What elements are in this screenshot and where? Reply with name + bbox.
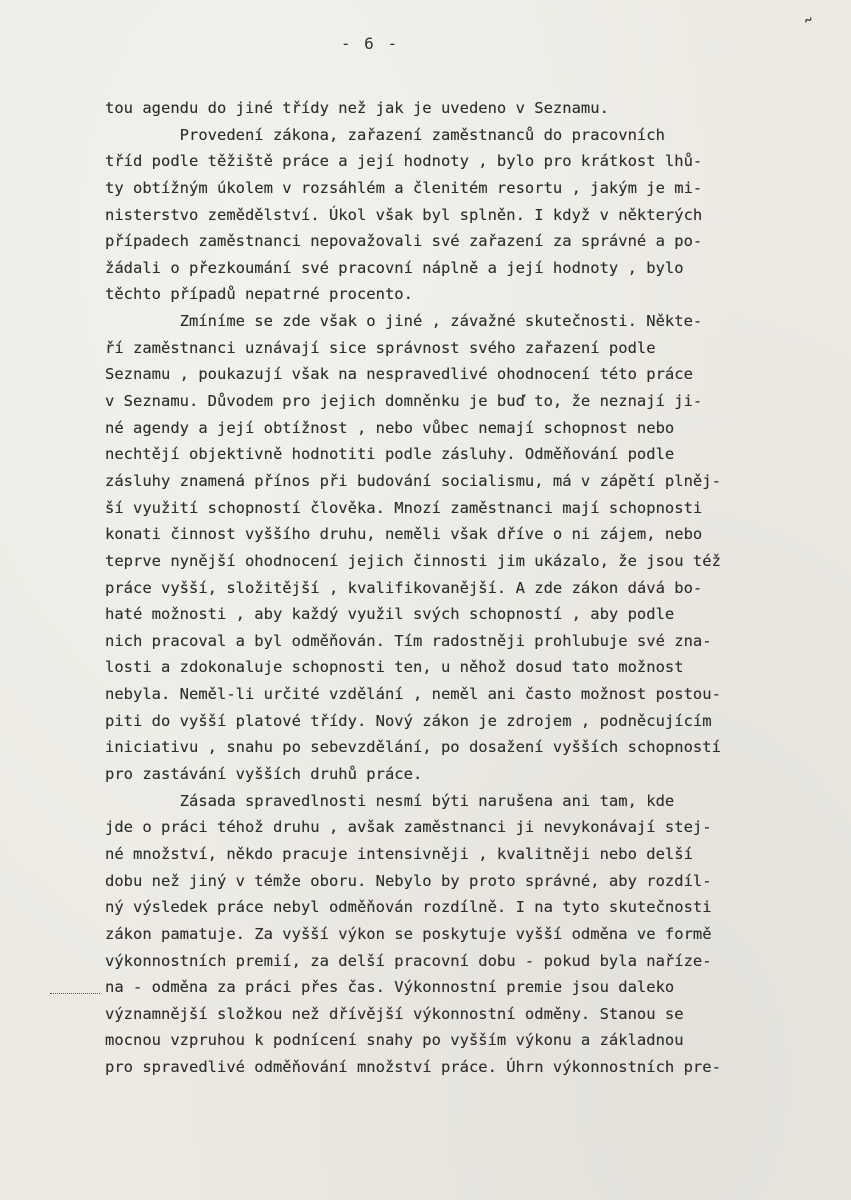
text-line: Provedení zákona, zařazení zaměstnanců do pracovních: [105, 125, 665, 144]
text-line: mocnou vzpruhou k podnícení snahy po vyšším výkonu a základnou: [105, 1031, 684, 1050]
page-number: - 6 -: [340, 34, 400, 53]
text-line: zákon pamatuje. Za vyšší výkon se poskytuje vyšší odměna ve formě: [105, 924, 712, 943]
text-line: nich pracoval a byl odměňován. Tím radostněji prohlubuje své zna-: [105, 631, 712, 650]
margin-dash-mark: [50, 993, 100, 994]
pen-mark: ˜: [802, 14, 821, 43]
text-line: teprve nynější ohodnocení jejich činnosti jim ukázalo, že jsou též: [105, 551, 721, 570]
text-line: pro spravedlivé odměňování množství práce. Úhrn výkonnostních pre-: [105, 1058, 721, 1077]
text-line: žádali o přezkoumání své pracovní náplně a její hodnoty , bylo: [105, 258, 684, 277]
text-line: pro zastávání vyšších druhů práce.: [105, 765, 423, 784]
typed-text-body: [105, 95, 830, 1081]
text-line: na - odměna za práci přes čas. Výkonnostní premie jsou daleko: [105, 978, 675, 997]
text-line: práce vyšší, složitější , kvalifikovanější. A zde zákon dává bo-: [105, 578, 703, 597]
text-line: ty obtížným úkolem v rozsáhlém a členitém resortu , jakým je mi-: [105, 178, 703, 197]
text-line: né množství, někdo pracuje intensivněji , kvalitněji nebo delší: [105, 844, 693, 863]
text-line: nisterstvo zemědělství. Úkol však byl splněn. I když v některých: [105, 205, 703, 224]
text-line: konati činnost vyššího druhu, neměli však dříve o ni zájem, nebo: [105, 525, 703, 544]
text-line: případech zaměstnanci nepovažovali své zařazení za správné a po-: [105, 232, 703, 251]
text-line: haté možnosti , aby každý využil svých schopností , aby podle: [105, 605, 675, 624]
text-line: ší využití schopností člověka. Mnozí zaměstnanci mají schopnosti: [105, 498, 703, 517]
text-line: piti do vyšší platové třídy. Nový zákon je zdrojem , podněcujícím: [105, 711, 712, 730]
text-line: významnější složkou než dřívější výkonnostní odměny. Stanou se: [105, 1004, 684, 1023]
text-line: iniciativu , snahu po sebevzdělání, po dosažení vyšších schopností: [105, 738, 721, 757]
text-line: v Seznamu. Důvodem pro jejich domněnku je buď to, že neznají ji-: [105, 392, 703, 411]
text-line: Seznamu , poukazují však na nespravedlivé ohodnocení této práce: [105, 365, 693, 384]
text-line: nebyla. Neměl-li určité vzdělání , neměl ani často možnost postou-: [105, 685, 721, 704]
text-line: výkonnostních premií, za delší pracovní dobu - pokud byla naříze-: [105, 951, 712, 970]
text-line: losti a zdokonaluje schopnosti ten, u něhož dosud tato možnost: [105, 658, 684, 677]
text-line: těchto případů nepatrné procento.: [105, 285, 413, 304]
text-line: ří zaměstnanci uznávají sice správnost svého zařazení podle: [105, 338, 656, 357]
text-line: zásluhy znamená přínos při budování socialismu, má v zápětí plněj-: [105, 471, 721, 490]
text-line: tříd podle těžiště práce a její hodnoty , bylo pro krátkost lhů-: [105, 152, 703, 171]
text-line: jde o práci téhož druhu , avšak zaměstnanci ji nevykonávají stej-: [105, 818, 712, 837]
text-line: Zmíníme se zde však o jiné , závažné skutečnosti. Někte-: [105, 312, 703, 331]
text-line: ný výsledek práce nebyl odměňován rozdílně. I na tyto skutečnosti: [105, 898, 712, 917]
text-line: nechtějí objektivně hodnotiti podle zásluhy. Odměňování podle: [105, 445, 675, 464]
text-line: né agendy a její obtížnost , nebo vůbec nemají schopnost nebo: [105, 418, 675, 437]
text-line: dobu než jiný v témže oboru. Nebylo by proto správné, aby rozdíl-: [105, 871, 712, 890]
text-line: tou agendu do jiné třídy než jak je uvedeno v Seznamu.: [105, 99, 609, 117]
text-line: Zásada spravedlnosti nesmí býti narušena ani tam, kde: [105, 791, 675, 810]
